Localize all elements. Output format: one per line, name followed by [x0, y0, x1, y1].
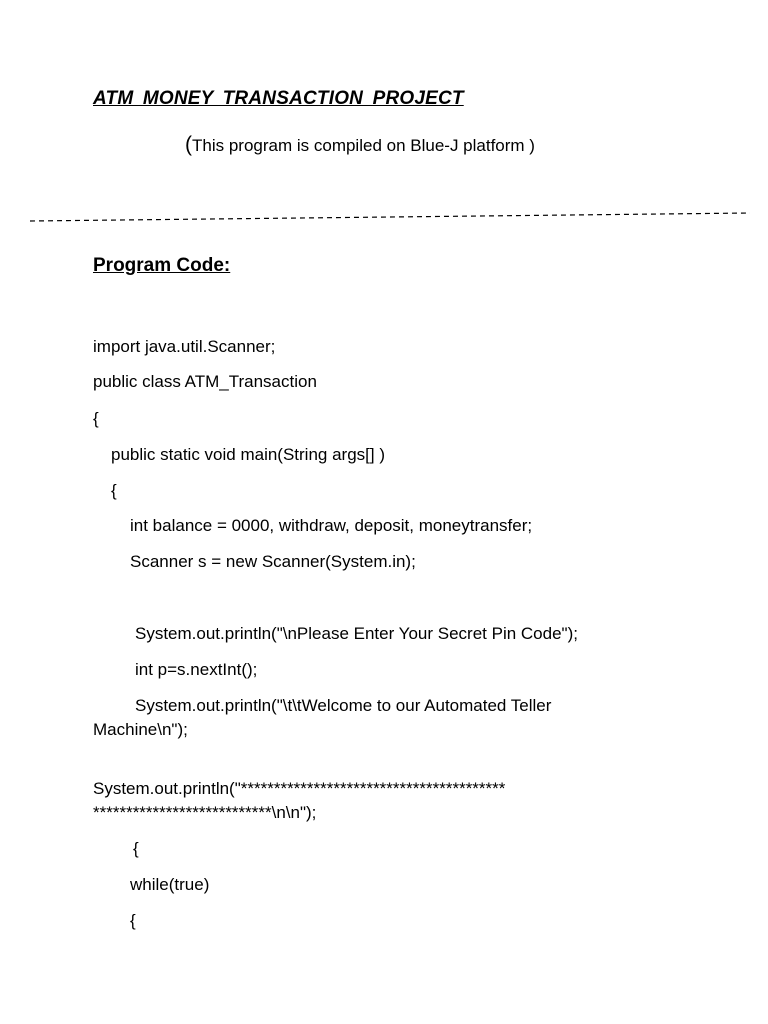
code-line: {	[111, 481, 117, 500]
code-line: {	[133, 839, 139, 858]
code-line: System.out.println("****************************************	[93, 779, 506, 798]
subtitle-text: This program is compiled on Blue-J platform )	[192, 136, 535, 155]
code-line: int p=s.nextInt();	[135, 660, 258, 679]
code-line: ***************************\n\n");	[93, 803, 317, 822]
subtitle-open-paren: (	[185, 133, 192, 156]
dashed-divider	[30, 205, 750, 225]
document-subtitle	[185, 133, 535, 157]
code-line: Scanner s = new Scanner(System.in);	[130, 552, 416, 571]
code-line: System.out.println("\nPlease Enter Your Secret Pin Code");	[135, 624, 578, 643]
section-heading-program-code: Program Code:	[93, 255, 231, 276]
document-title: ATM MONEY TRANSACTION PROJECT	[93, 88, 464, 109]
code-line: int balance = 0000, withdraw, deposit, moneytransfer;	[130, 516, 533, 535]
code-line: public class ATM_Transaction	[93, 372, 317, 391]
code-line: Machine\n");	[93, 720, 188, 739]
code-line: import java.util.Scanner;	[93, 337, 276, 356]
code-line: {	[93, 409, 99, 428]
code-line: public static void main(String args[] )	[111, 445, 385, 464]
code-line: while(true)	[130, 875, 210, 894]
code-line: {	[130, 911, 136, 930]
code-line: System.out.println("\t\tWelcome to our Automated Teller	[135, 696, 552, 715]
